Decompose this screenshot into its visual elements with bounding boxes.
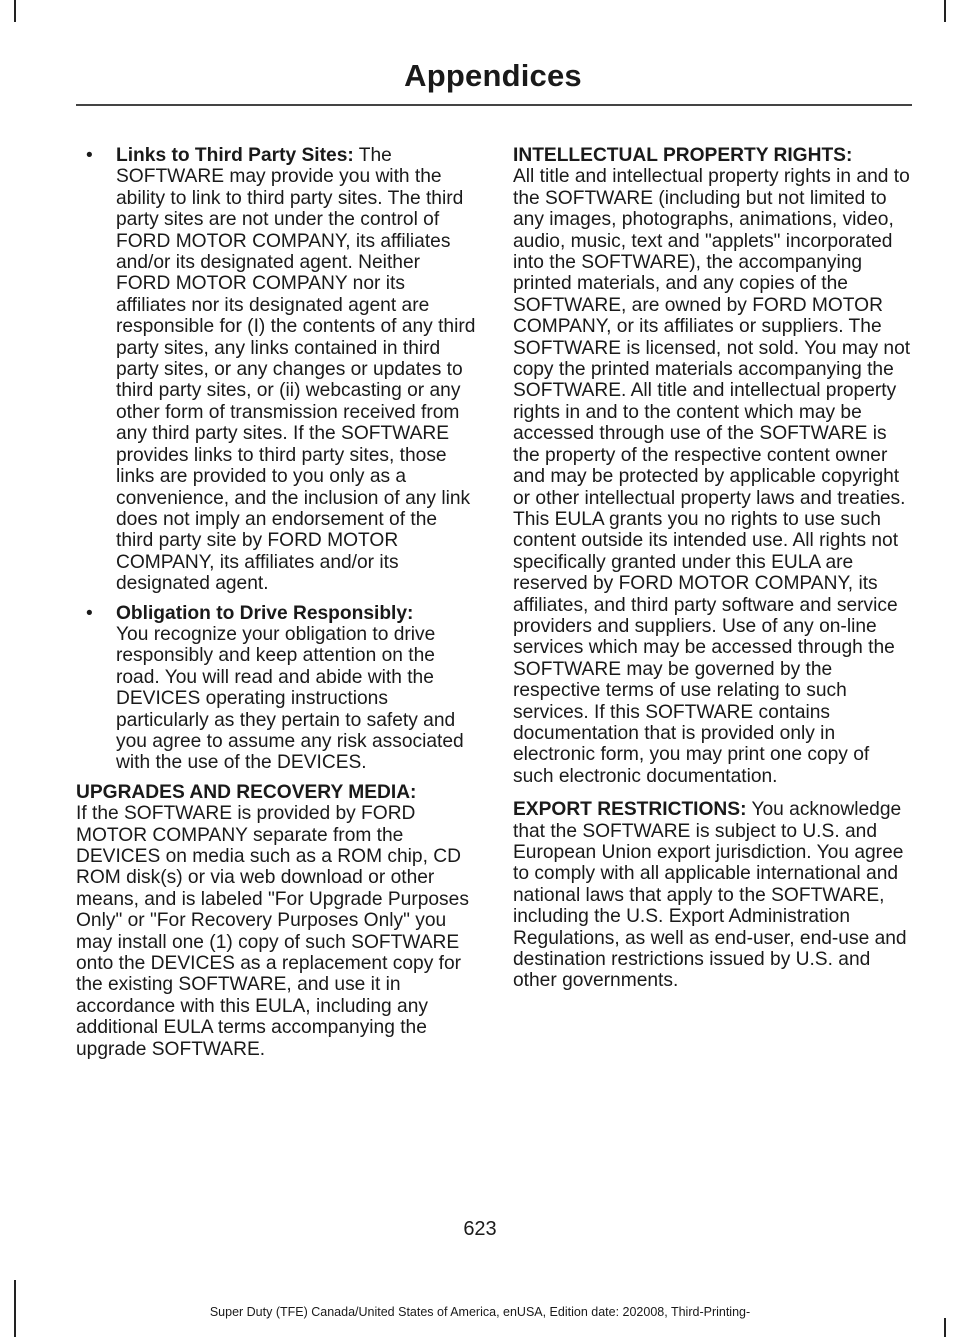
item-lead: Links to Third Party Sites: — [116, 145, 354, 166]
crop-mark-top-right — [944, 0, 946, 22]
section-body: You acknowledge that the SOFTWARE is subject to U.S. and European Union export jurisdiction. You agree to comply with all applicable international and national laws that apply to the SOFTWARE, including the U.S. Export Administration Regulations, as well as end-user, end-use and destination restrictions issued by U.S. and other governments. — [513, 799, 907, 992]
right-column — [513, 145, 911, 1000]
header-divider — [76, 104, 912, 106]
section-heading: INTELLECTUAL PROPERTY RIGHTS: — [513, 145, 853, 166]
page-title: Appendices — [404, 58, 582, 93]
edition-footer: Super Duty (TFE) Canada/United States of America, enUSA, Edition date: 202008, Third-Printing- — [209, 1305, 751, 1319]
item-lead: Obligation to Drive Responsibly: — [116, 602, 414, 624]
section-body: All title and intellectual property rights in and to the SOFTWARE (including but not limited to any images, photographs, animations, video, audio, music, text and "applets" incorporated into the SOFTWARE), the accompanying printed materials, and any copies of the SOFTWARE, are owned by FORD MOTOR COMPANY, or its affiliates or suppliers. The SOFTWARE is licensed, not sold. You may not copy the printed materials accompanying the SOFTWARE. All title and intellectual property rights in and to the content which may be accessed through use of the SOFTWARE is the property of the respective content owner and may be protected by applicable copyright or other intellectual property laws and treaties. This EULA grants you no rights to use such content outside its intended use. All rights not specifically granted under this EULA are reserved by FORD MOTOR COMPANY, its affiliates, and third party software and service providers and suppliers. Use of any on-line services which may be accessed through the SOFTWARE may be governed by the respective terms of use relating to such services. If this SOFTWARE contains documentation that is provided only in electronic form, you may print one copy of such electronic documentation. — [513, 166, 911, 787]
crop-mark-top-left — [14, 0, 16, 22]
section-export-restrictions — [513, 799, 911, 992]
section-heading: UPGRADES AND RECOVERY MEDIA: — [76, 781, 417, 803]
section-body: If the SOFTWARE is provided by FORD MOTOR COMPANY separate from the DEVICES on media such as a ROM chip, CD ROM disk(s) or via web download or other means, and is labeled "For Upgrade Purposes Only" or "For Recovery Purposes Only" you may install one (1) copy of such SOFTWARE onto the DEVICES as a replacement copy for the existing SOFTWARE, and use it in accordance with this EULA, including any additional EULA terms accompanying the upgrade SOFTWARE. — [76, 803, 469, 1060]
left-column — [76, 145, 476, 1068]
list-item-third-party-sites — [76, 145, 476, 595]
section-intellectual-property — [513, 145, 911, 787]
page-number: 623 — [463, 1218, 497, 1240]
crop-mark-bottom-right — [944, 1318, 946, 1337]
item-body: The SOFTWARE may provide you with the ability to link to third party sites. The third party sites are not under the control of FORD MOTOR COMPANY, its affiliates and/or its designated agent. Neither FORD MOTOR COMPANY nor its affiliates nor its designated agent are responsible for (I) the contents of any third party sites, any links contained in third party sites, or any changes or updates to third party sites, or (ii) webcasting or any other form of transmission received from any third party sites. If the SOFTWARE provides links to third party sites, those links are provided to you only as a convenience, and the inclusion of any link does not imply an endorsement of the third party site by FORD MOTOR COMPANY, its affiliates and/or its designated agent. — [116, 145, 476, 595]
list-item-drive-responsibly — [76, 603, 476, 774]
bullet-icon: • — [86, 145, 93, 166]
section-heading: EXPORT RESTRICTIONS: — [513, 799, 747, 821]
item-body: You recognize your obligation to drive responsibly and keep attention on the road. You will read and abide with the DEVICES operating instructions particularly as they pertain to safety and you agree to assume any risk associated with the use of the DEVICES. — [116, 623, 464, 774]
section-upgrades — [76, 782, 476, 1060]
bullet-icon: • — [86, 602, 93, 624]
